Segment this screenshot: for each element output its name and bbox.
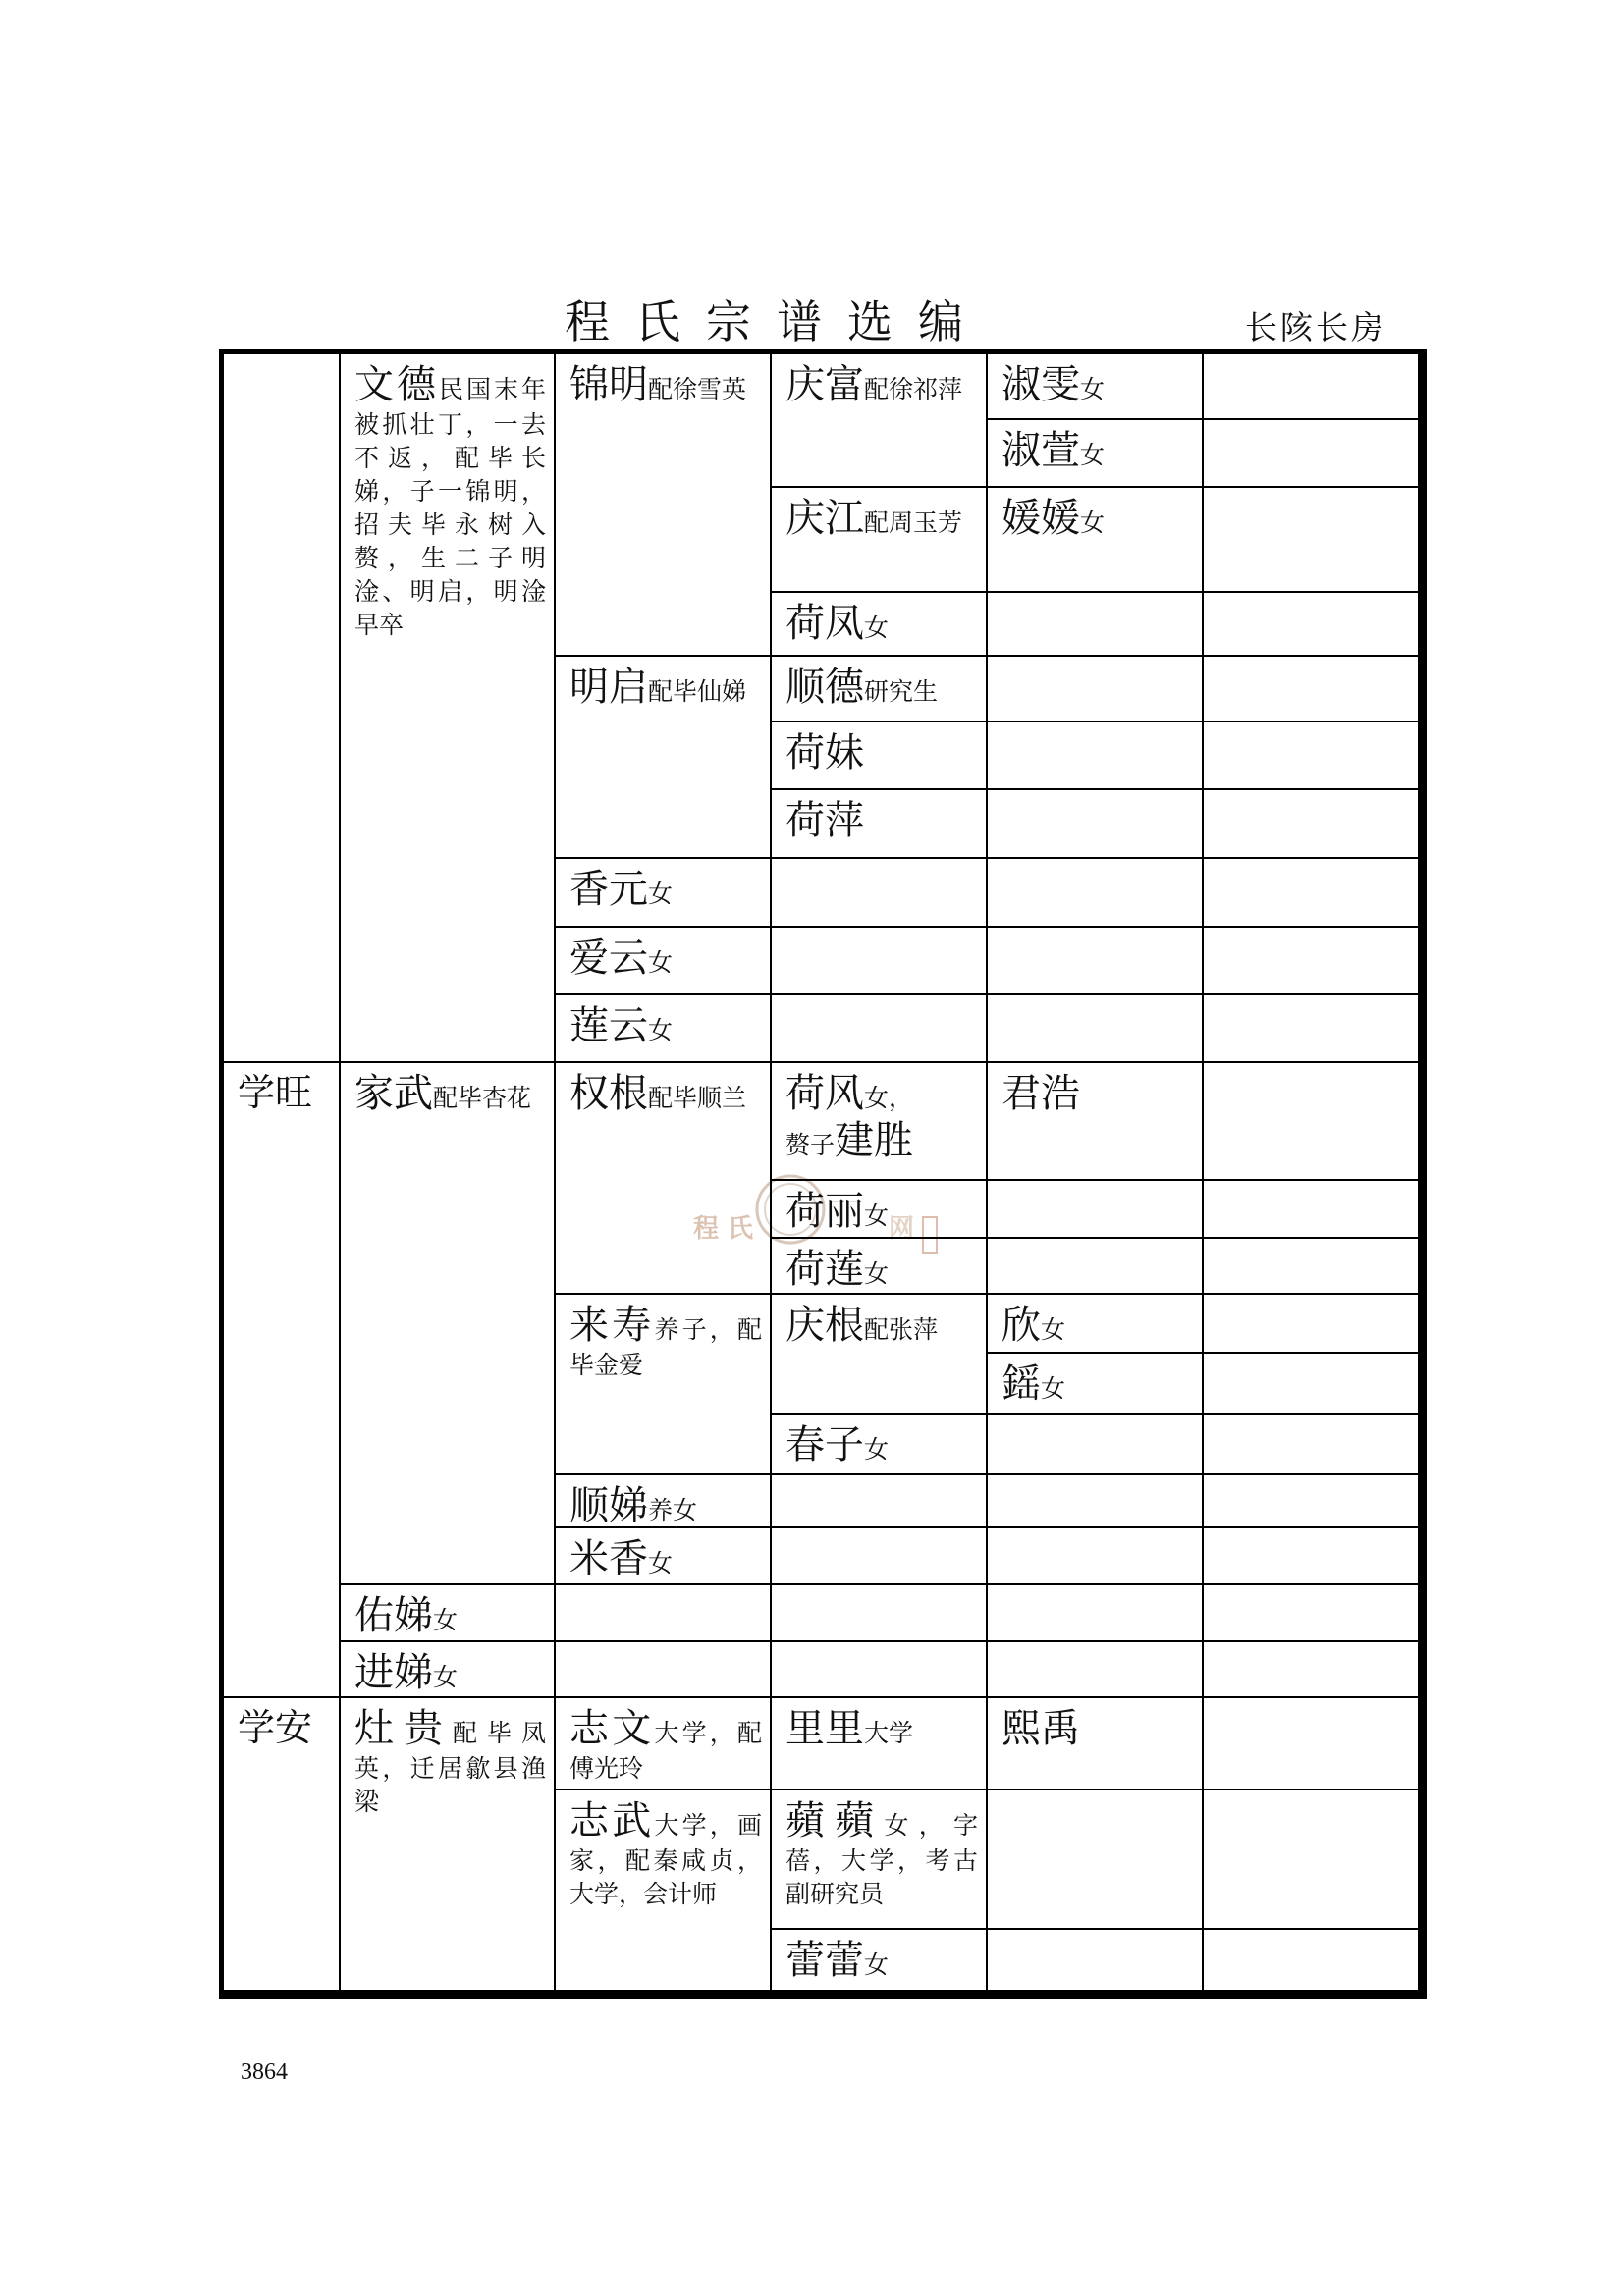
person-name: 欣 — [1001, 1303, 1041, 1348]
person-cell — [772, 928, 988, 995]
person-note: 大学 — [864, 1719, 914, 1747]
person-entry — [1001, 1302, 1194, 1349]
person-cell — [988, 1585, 1204, 1642]
person-cell — [988, 995, 1204, 1063]
person-entry — [569, 1002, 762, 1049]
person-cell — [988, 1790, 1204, 1930]
person-cell — [556, 354, 772, 657]
person-cell — [988, 593, 1204, 657]
page-number: 3864 — [241, 2059, 288, 2085]
person-cell — [988, 1642, 1204, 1698]
person-cell — [341, 354, 556, 1063]
person-name: 庆富 — [785, 362, 864, 407]
person-entry — [238, 1070, 331, 1115]
person-cell — [341, 1063, 556, 1585]
person-cell — [556, 657, 772, 859]
person-name: 熙禹 — [1001, 1706, 1080, 1751]
person-cell — [1204, 790, 1418, 859]
person-entry — [785, 797, 978, 844]
person-note: 女 — [1080, 441, 1106, 469]
person-cell — [772, 488, 988, 593]
svg-text:网: 网 — [889, 1214, 915, 1244]
person-name: 明启 — [569, 665, 648, 710]
person-entry — [569, 1797, 762, 1911]
person-name: 权根 — [569, 1071, 648, 1116]
person-entry — [785, 1188, 978, 1235]
person-cell — [556, 1698, 772, 1790]
person-name: 顺德 — [785, 665, 864, 710]
person-entry — [785, 1937, 978, 1984]
person-cell — [988, 1930, 1204, 1990]
generation-name: 学安 — [238, 1706, 313, 1749]
person-cell — [1204, 1930, 1418, 1990]
person-name: 荷丽 — [785, 1189, 864, 1234]
person-cell — [556, 1475, 772, 1528]
person-name: 进娣 — [354, 1650, 433, 1695]
person-note: 养子，配毕金爱 — [569, 1315, 762, 1379]
person-entry — [354, 1705, 546, 1819]
person-entry — [785, 664, 978, 711]
person-name: 莲云 — [569, 1003, 648, 1048]
person-cell — [1204, 420, 1418, 488]
person-entry — [785, 361, 978, 408]
person-entry — [1001, 427, 1194, 474]
person-cell — [988, 1239, 1204, 1295]
person-name: 志武 — [569, 1798, 655, 1843]
person-note: 女 — [864, 1950, 890, 1979]
person-cell — [1204, 1063, 1418, 1181]
person-name: 蕾蕾 — [785, 1938, 864, 1983]
person-entry — [354, 1070, 546, 1117]
person-entry — [569, 934, 762, 982]
person-entry — [354, 361, 546, 642]
person-cell — [988, 1475, 1204, 1528]
person-note: 女 — [864, 614, 890, 642]
person-entry — [569, 1535, 762, 1582]
person-entry — [354, 1649, 546, 1696]
person-name: 里里 — [785, 1706, 864, 1751]
person-entry — [785, 1246, 978, 1293]
person-name: 爱云 — [569, 935, 648, 981]
person-cell — [772, 1181, 988, 1239]
person-note: 配毕仙娣 — [648, 677, 747, 706]
person-cell — [772, 1295, 988, 1415]
person-name: 庆江 — [785, 496, 864, 541]
person-name: 建胜 — [835, 1118, 914, 1163]
person-cell — [1204, 928, 1418, 995]
person-cell — [1204, 859, 1418, 928]
person-cell — [1204, 657, 1418, 722]
person-cell — [1204, 1354, 1418, 1415]
person-entry — [1001, 1361, 1194, 1408]
person-entry — [785, 1705, 978, 1752]
person-cell — [772, 1790, 988, 1930]
person-name: 蘋蘋 — [785, 1798, 885, 1843]
person-name: 媛媛 — [1001, 496, 1080, 541]
person-entry — [569, 1070, 762, 1117]
person-note: 女 — [864, 1201, 890, 1230]
person-entry — [569, 1482, 762, 1528]
person-cell — [556, 1790, 772, 1990]
person-note: 女 — [1080, 508, 1106, 537]
person-entry — [569, 361, 762, 408]
person-entry — [569, 664, 762, 711]
person-cell — [1204, 1698, 1418, 1790]
person-name: 志文 — [569, 1706, 655, 1751]
person-note: 配周玉芳 — [864, 508, 963, 537]
person-entry — [238, 1705, 331, 1750]
person-note: 配毕凤英，迁居歙县渔梁 — [354, 1719, 546, 1816]
person-cell — [988, 1698, 1204, 1790]
person-note: 女 — [864, 1435, 890, 1464]
person-entry — [569, 1705, 762, 1786]
person-cell — [772, 1698, 988, 1790]
person-note: 女 — [648, 1016, 674, 1044]
person-cell — [1204, 1181, 1418, 1239]
person-note: 配徐祁萍 — [864, 375, 963, 403]
person-name: 鎐 — [1001, 1362, 1041, 1407]
person-cell — [988, 657, 1204, 722]
person-cell — [1204, 1475, 1418, 1528]
person-cell — [556, 1528, 772, 1585]
person-cell — [988, 354, 1204, 420]
person-name: 荷萍 — [785, 798, 864, 843]
person-entry — [1001, 1070, 1194, 1117]
person-cell — [772, 722, 988, 790]
person-note: 配毕杏花 — [433, 1084, 532, 1112]
person-name: 荷风 — [785, 1071, 864, 1116]
generation-name: 学旺 — [238, 1071, 313, 1114]
person-cell — [1204, 1528, 1418, 1585]
person-name: 春子 — [785, 1422, 864, 1468]
person-entry — [569, 866, 762, 913]
branch-subtitle: 长陔长房 — [1245, 308, 1386, 347]
person-entry — [569, 1302, 762, 1382]
person-note: 大学，画家，配秦咸贞，大学，会计师 — [569, 1811, 762, 1908]
person-note: 女 — [433, 1606, 459, 1634]
generation-cell — [224, 354, 341, 1063]
person-name: 淑雯 — [1001, 362, 1080, 407]
person-note: 配毕顺兰 — [648, 1084, 747, 1112]
person-cell — [988, 790, 1204, 859]
person-name: 锦明 — [569, 362, 648, 407]
person-cell — [1204, 995, 1418, 1063]
person-cell — [341, 1585, 556, 1642]
person-note: 配张萍 — [864, 1315, 939, 1344]
person-cell — [772, 1239, 988, 1295]
person-note: 女 — [433, 1663, 459, 1691]
person-name: 荷妹 — [785, 730, 864, 775]
person-cell — [1204, 1295, 1418, 1354]
person-name: 文德 — [354, 362, 439, 407]
person-entry — [785, 729, 978, 776]
person-cell — [772, 1930, 988, 1990]
person-cell — [556, 859, 772, 928]
person-name: 家武 — [354, 1071, 433, 1116]
person-cell — [1204, 1239, 1418, 1295]
person-name: 香元 — [569, 867, 648, 912]
svg-text:程 氏: 程 氏 — [693, 1214, 754, 1244]
person-cell — [988, 928, 1204, 995]
person-cell — [988, 1295, 1204, 1354]
person-cell — [988, 722, 1204, 790]
person-entry — [785, 495, 978, 542]
person-cell — [772, 593, 988, 657]
page-title: 程氏宗谱选编 — [565, 295, 989, 348]
person-cell — [1204, 1585, 1418, 1642]
person-note: 女 — [648, 880, 674, 908]
person-entry — [785, 600, 978, 647]
person-note: 养女 — [648, 1496, 698, 1524]
person-name: 米香 — [569, 1536, 648, 1581]
person-cell — [772, 354, 988, 488]
person-note: 女 — [1041, 1374, 1066, 1403]
person-entry — [785, 1421, 978, 1468]
person-entry — [1001, 495, 1194, 542]
person-cell — [1204, 1642, 1418, 1698]
person-entry — [1001, 1705, 1194, 1752]
person-cell — [556, 1295, 772, 1475]
person-cell — [772, 1063, 988, 1181]
person-note: 女 — [864, 1259, 890, 1288]
person-cell — [772, 859, 988, 928]
person-cell — [772, 657, 988, 722]
person-cell — [988, 1181, 1204, 1239]
person-cell — [772, 1528, 988, 1585]
person-cell — [988, 859, 1204, 928]
person-entry — [1001, 361, 1194, 408]
person-cell — [556, 1585, 772, 1642]
person-name: 灶贵 — [354, 1706, 453, 1751]
person-cell — [1204, 722, 1418, 790]
person-note: 女 — [1041, 1315, 1066, 1344]
person-name: 来寿 — [569, 1303, 655, 1348]
person-cell — [556, 1642, 772, 1698]
person-cell — [988, 1528, 1204, 1585]
person-cell — [988, 1415, 1204, 1475]
person-note: 女 — [1080, 375, 1106, 403]
person-cell — [772, 790, 988, 859]
person-note: 赘子 — [785, 1131, 836, 1159]
person-cell — [772, 1642, 988, 1698]
person-name: 顺娣 — [569, 1483, 648, 1528]
person-name: 荷莲 — [785, 1247, 864, 1292]
person-note: 女， — [864, 1084, 914, 1112]
person-cell — [1204, 1415, 1418, 1475]
person-note: 研究生 — [864, 677, 939, 706]
person-note: 女 — [648, 948, 674, 977]
person-name: 荷凤 — [785, 601, 864, 646]
person-cell — [772, 1415, 988, 1475]
person-cell — [772, 1585, 988, 1642]
person-note: 女 — [648, 1549, 674, 1577]
person-note: 配徐雪英 — [648, 375, 747, 403]
person-cell — [772, 1475, 988, 1528]
person-entry — [785, 1070, 978, 1164]
person-cell — [988, 488, 1204, 593]
person-entry — [785, 1302, 978, 1349]
person-note: 大学，配傅光玲 — [569, 1719, 762, 1783]
person-entry — [785, 1797, 978, 1911]
person-cell — [341, 1698, 556, 1990]
person-cell — [341, 1642, 556, 1698]
generation-cell — [224, 1698, 341, 1990]
person-cell — [1204, 593, 1418, 657]
generation-cell — [224, 1063, 341, 1698]
person-entry — [354, 1592, 546, 1639]
person-name: 君浩 — [1001, 1071, 1080, 1116]
person-cell — [988, 420, 1204, 488]
person-cell — [988, 1354, 1204, 1415]
person-name: 庆根 — [785, 1303, 864, 1348]
person-cell — [772, 995, 988, 1063]
person-note: 民国末年被抓壮丁，一去不返，配毕长娣，子一锦明，招夫毕永树入赘，生二子明淦、明启，明淦早卒 — [354, 375, 546, 639]
person-cell — [988, 1063, 1204, 1181]
person-cell — [556, 1063, 772, 1295]
person-name: 佑娣 — [354, 1593, 433, 1638]
person-cell — [1204, 1790, 1418, 1930]
person-note: 女，字蓓，大学，考古副研究员 — [785, 1811, 978, 1908]
person-cell — [556, 995, 772, 1063]
person-cell — [556, 928, 772, 995]
person-cell — [1204, 488, 1418, 593]
person-name: 淑萱 — [1001, 428, 1080, 473]
person-cell — [1204, 354, 1418, 420]
